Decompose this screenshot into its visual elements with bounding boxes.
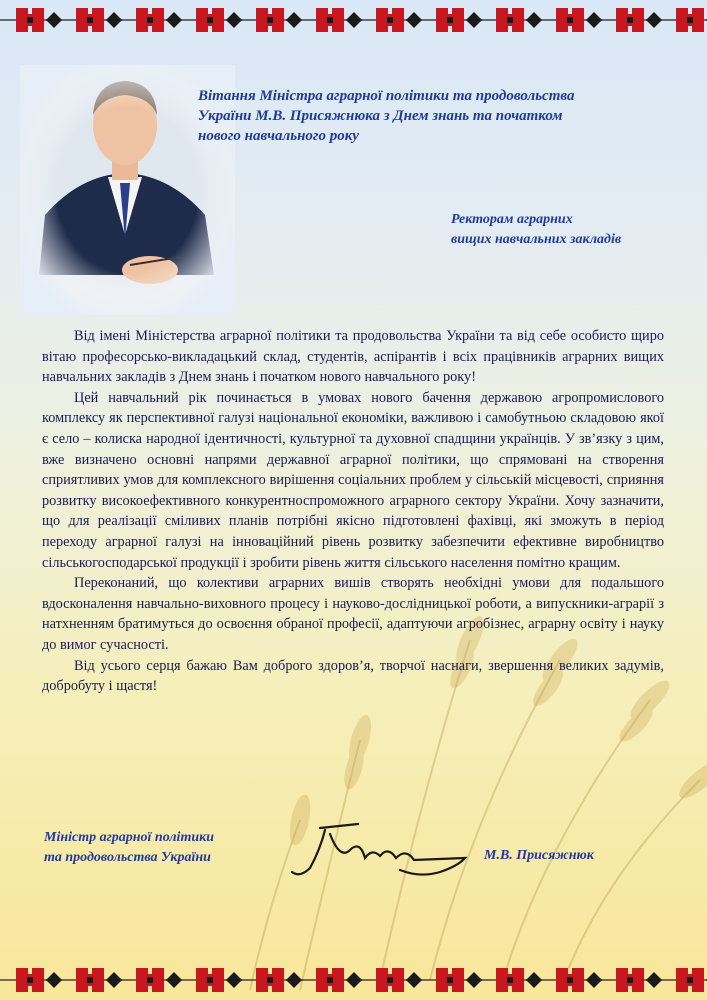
signatory-position <box>44 828 284 868</box>
embroidery-rose <box>316 968 362 992</box>
position-line: Міністр аграрної політики <box>44 830 215 845</box>
embroidery-rose <box>676 968 707 992</box>
addressee-line: Ректорам аграрних <box>451 212 573 227</box>
position-line: та продовольства України <box>44 850 211 865</box>
embroidery-rose <box>196 968 242 992</box>
title-line: нового навчального року <box>198 128 359 144</box>
embroidery-rose <box>556 968 602 992</box>
title-line: України М.В. Присяжнюка з Днем знань та початком <box>198 108 563 124</box>
addressee-line: вищих навчальних закладів <box>451 232 622 247</box>
signatory-name: М.В. Присяжнюк <box>484 848 594 863</box>
embroidery-rose <box>16 968 62 992</box>
embroidery-rose <box>136 968 182 992</box>
title-line: Вітання Міністра аграрної політики та продовольства <box>198 88 575 104</box>
body-paragraph: Цей навчальний рік починається в умовах нового бачення державою агропромислового комплексу як перспективної галузі національної економіки, важливою і самобутньою складовою якої є село – колиска народної ідентичності, культурної та духовної спадщини українців. У зв’язку з цим, вже визначено основні напрями державної аграрної політики, що спрямовані на створення сприятливих умов для комплексного вирішення соціальних проблем у сільській місцевості, сприяння розвитку високоефективного конкурентноспроможного аграрного сектору України. Хочу зазначити, що для реалізації сміливих планів потрібні якісно підготовлені фахівці, які зможуть в період переходу аграрної галузі на інноваційний рівень розвитку забезпечити ефективне виробництво сільськогосподарської продукції і зробити рівень життя сільського населення помітно кращим. <box>42 389 664 571</box>
letter-title <box>198 86 658 146</box>
embroidery-rose <box>256 968 302 992</box>
embroidery-rose <box>76 968 122 992</box>
body-paragraph: Переконаний, що колективи аграрних вишів створять необхідні умови для подальшого вдосконалення навчально-виховного процесу і науково-дослідницької роботи, а випускники-аграрії з натхненням братимуться до освоєння обраної професії, адаптуючи агробізнес, аграрну освіту і науку до вимог сучасності. <box>42 575 664 653</box>
embroidery-rose <box>616 968 662 992</box>
embroidery-rose <box>496 968 542 992</box>
embroidery-rose <box>436 968 482 992</box>
addressee-block <box>451 210 691 250</box>
body-paragraph: Від імені Міністерства аграрної політики та продовольства України та від себе особисто щиро вітаю професорсько-викладацький склад, студентів, аспірантів і всіх працівників аграрних вищих навчальних закладів з Днем знань і початком нового навчального року! <box>42 328 664 386</box>
bottom-embroidery-ornament <box>0 960 707 1000</box>
handwritten-signature <box>280 820 470 882</box>
embroidery-rose <box>376 968 422 992</box>
letter-body <box>42 326 664 697</box>
body-paragraph: Від усього серця бажаю Вам доброго здоров’я, творчої наснаги, звершення великих задумів, добробуту і щастя! <box>42 657 664 695</box>
